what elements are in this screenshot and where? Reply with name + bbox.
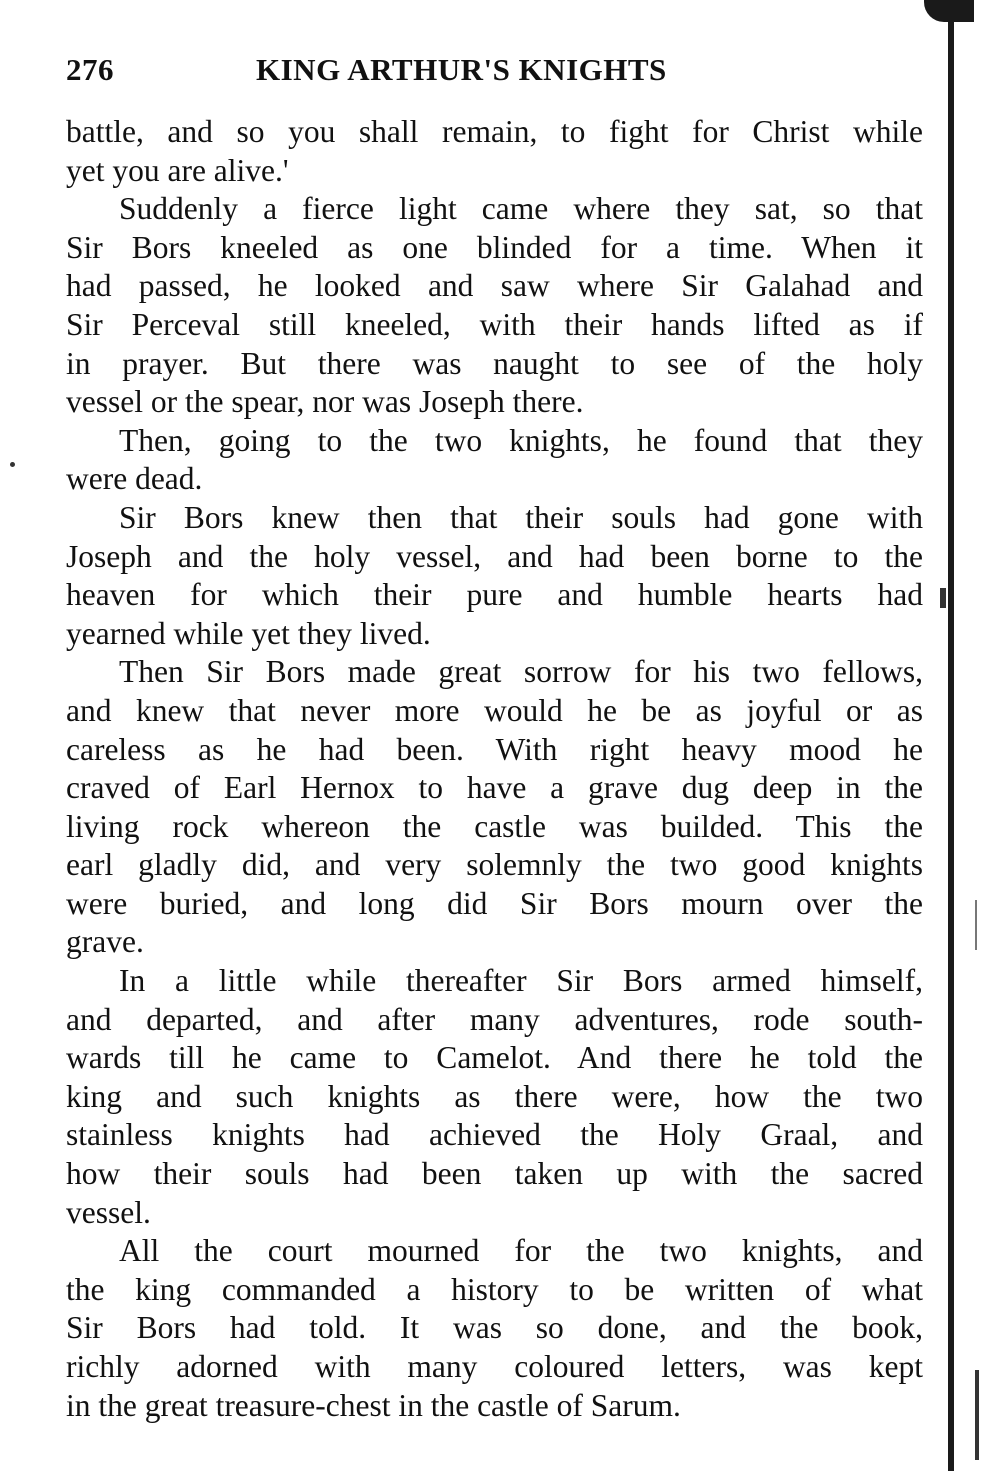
text-line: living rock whereon the castle was builded. This the <box>66 808 923 844</box>
page-number: 276 <box>66 52 114 87</box>
page-header <box>66 52 926 96</box>
text-line: wards till he came to Camelot. And there he told the <box>66 1040 923 1076</box>
body-text <box>66 113 923 1425</box>
text-line: heaven for which their pure and humble hearts had <box>66 577 923 613</box>
text-line: earl gladly did, and very solemnly the two good knights <box>66 847 923 883</box>
text-line: Then, going to the two knights, he found that they <box>119 422 923 458</box>
text-line: stainless knights had achieved the Holy Graal, and <box>66 1117 923 1153</box>
text-line: careless as he had been. With right heavy mood he <box>66 731 923 767</box>
text-line: yearned while yet they lived. <box>66 615 431 651</box>
text-line: had passed, he looked and saw where Sir Galahad and <box>66 268 923 304</box>
text-line: were buried, and long did Sir Bors mourn over the <box>66 885 923 921</box>
text-line: and departed, and after many adventures, rode south- <box>66 1001 923 1037</box>
text-line: yet you are alive.' <box>66 152 289 188</box>
text-line: in the great treasure-chest in the castle of Sarum. <box>66 1387 681 1423</box>
binding-edge <box>948 0 954 1471</box>
text-line: Sir Perceval still kneeled, with their hands lifted as if <box>66 306 923 342</box>
text-line: and knew that never more would he be as joyful or as <box>66 692 923 728</box>
text-line: Sir Bors knew then that their souls had gone with <box>119 499 923 535</box>
text-line: the king commanded a history to be written of what <box>66 1271 923 1307</box>
text-line: in prayer. But there was naught to see of the holy <box>66 345 923 381</box>
text-line: king and such knights as there were, how the two <box>66 1078 923 1114</box>
text-line: All the court mourned for the two knights, and <box>119 1233 923 1269</box>
page-speck <box>10 462 15 467</box>
text-line: Then Sir Bors made great sorrow for his two fellows, <box>119 654 923 690</box>
text-line: vessel. <box>66 1194 151 1230</box>
text-line: richly adorned with many coloured letters, was kept <box>66 1349 923 1384</box>
text-line: Suddenly a fierce light came where they sat, so that <box>119 191 923 227</box>
text-line: In a little while thereafter Sir Bors armed himself, <box>119 963 923 999</box>
edge-mark <box>940 588 946 608</box>
running-title: KING ARTHUR'S KNIGHTS <box>256 52 667 87</box>
edge-mark <box>975 1370 979 1460</box>
text-line: how their souls had been taken up with the sacred <box>66 1156 923 1192</box>
text-line: Sir Bors had told. It was so done, and the book, <box>66 1310 923 1346</box>
text-line: battle, and so you shall remain, to fight for Christ while <box>66 114 923 149</box>
text-line: craved of Earl Hernox to have a grave dug deep in the <box>66 770 923 806</box>
edge-mark <box>975 900 977 950</box>
text-line: grave. <box>66 924 144 960</box>
text-line: Sir Bors kneeled as one blinded for a time. When it <box>66 229 923 265</box>
text-line: Joseph and the holy vessel, and had been borne to the <box>66 538 923 574</box>
text-line: were dead. <box>66 461 203 497</box>
text-line: vessel or the spear, nor was Joseph there. <box>66 384 584 420</box>
